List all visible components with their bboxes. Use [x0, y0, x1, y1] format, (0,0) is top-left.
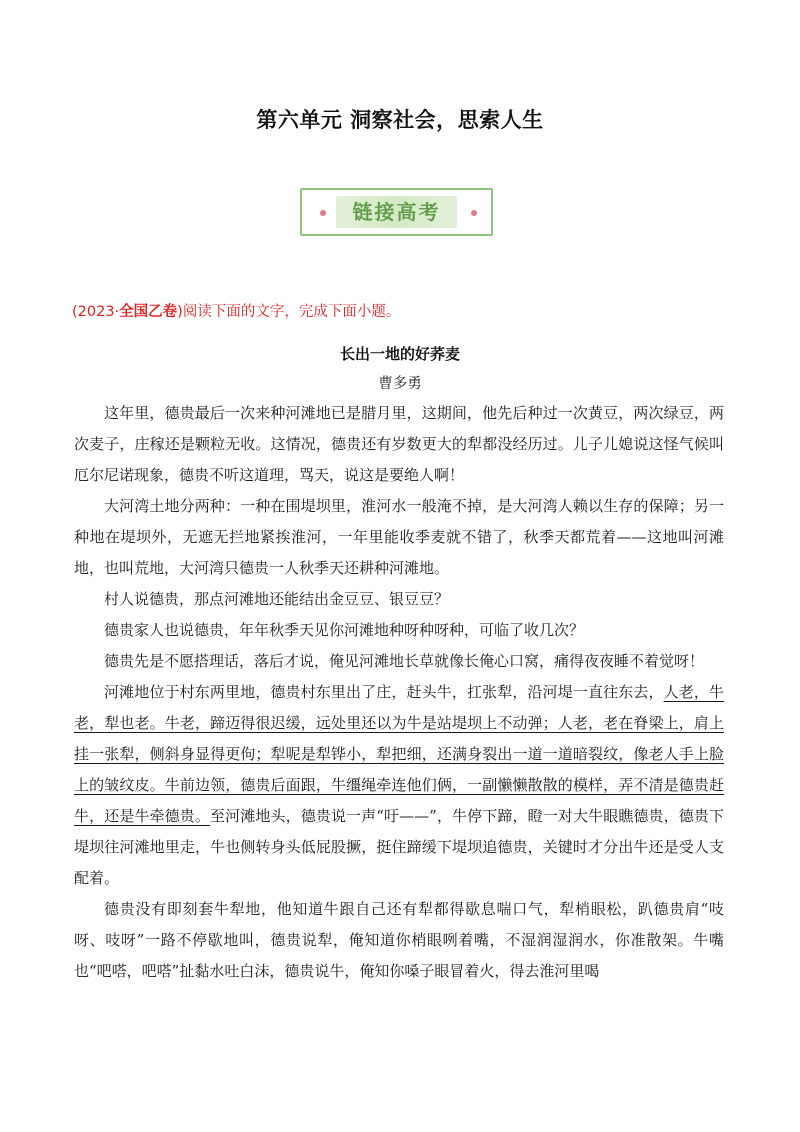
article-title: 长出一地的好荞麦 — [339, 345, 460, 363]
underlined-passage: 人老，牛老，犁也老。牛老，蹄迈得很迟缓，远处里还以为牛是站堤坝上不动弹；人老，老在脊梁上，肩上挂一张犁，侧斜身显得更佝；犁呢是犁铧小，犁把细，还满身裂出一道一道暗裂纹，像老人手上脸上的皱纹皮。牛前边领，德贵后面跟，牛缰绳牵连他们俩，一副懒懒散散的模样，弄不清是德贵赶牛，还是牛牵德贵。 — [74, 683, 724, 825]
question-source-exam: 全国乙卷 — [119, 304, 178, 320]
gaokao-link-banner — [300, 188, 495, 238]
banner-label: 链接高考 — [352, 200, 441, 224]
paragraph: 这年里，德贵最后一次来种河滩地已是腊月里，这期间，他先后种过一次黄豆，两次绿豆，两次麦子，庄稼还是颗粒无收。这情况，德贵还有岁数更大的犁都没经历过。儿子儿媳说这怪气候叫厄尔尼诺现象，德贵不听这道理，骂天，说这是要绝人啊！ — [74, 404, 724, 484]
paragraph-text: 河滩地位于村东两里地，德贵村东里出了庄，赶头牛，扛张犁，沿河堤一直往东去， — [104, 683, 664, 701]
paragraph: 德贵先是不愿搭理话，落后才说，俺见河滩地长草就像长俺心口窝，痛得夜夜睡不着觉呀！ — [104, 652, 705, 670]
paragraph: 大河湾土地分两种：一种在围堤坝里，淮河水一般淹不掉，是大河湾人赖以生存的保障；另一种地在堤坝外，无遮无拦地紧挨淮河，一年里能收季麦就不错了，秋季天都荒着——这地叫河滩地，也叫荒地，大河湾只德贵一人秋季天还耕种河滩地。 — [74, 497, 724, 577]
question-text: 阅读下面的文字，完成下面小题。 — [182, 304, 401, 320]
paragraph: 德贵没有即刻套牛犁地，他知道牛跟自己还有犁都得歇息喘口气，犁梢眼松，趴德贵肩“吱呀、吱呀”一路不停歇地叫，德贵说犁，俺知道你梢眼咧着嘴，不湿润湿润水，你准散架。牛嘴也“吧嗒，吧嗒”扯黏水吐白沫，德贵说牛，俺知你嗓子眼冒着火，得去淮河里喝 — [74, 900, 724, 980]
question-instruction — [72, 300, 752, 321]
question-source-close: ) — [177, 304, 183, 320]
question-source-year: (2023· — [72, 304, 120, 320]
paragraph: 德贵家人也说德贵，年年秋季天见你河滩地种呀种呀种，可临了收几次？ — [104, 621, 585, 639]
unit-title: 第六单元 洞察社会，思索人生 — [256, 108, 544, 132]
paragraph — [74, 677, 724, 894]
article-body — [74, 398, 724, 987]
paragraph-text: 至河滩地头，德贵说一声“吁——”，牛停下蹄，瞪一对大牛眼瞧德贵，德贵下堤坝往河滩地里走，牛也侧转身头低屁股撅，挺住蹄缓下堤坝追德贵，关键时才分出牛还是受人支配着。 — [74, 807, 724, 887]
article-author: 曹多勇 — [378, 376, 422, 392]
paragraph: 村人说德贵，那点河滩地还能结出金豆豆、银豆豆？ — [104, 590, 450, 608]
